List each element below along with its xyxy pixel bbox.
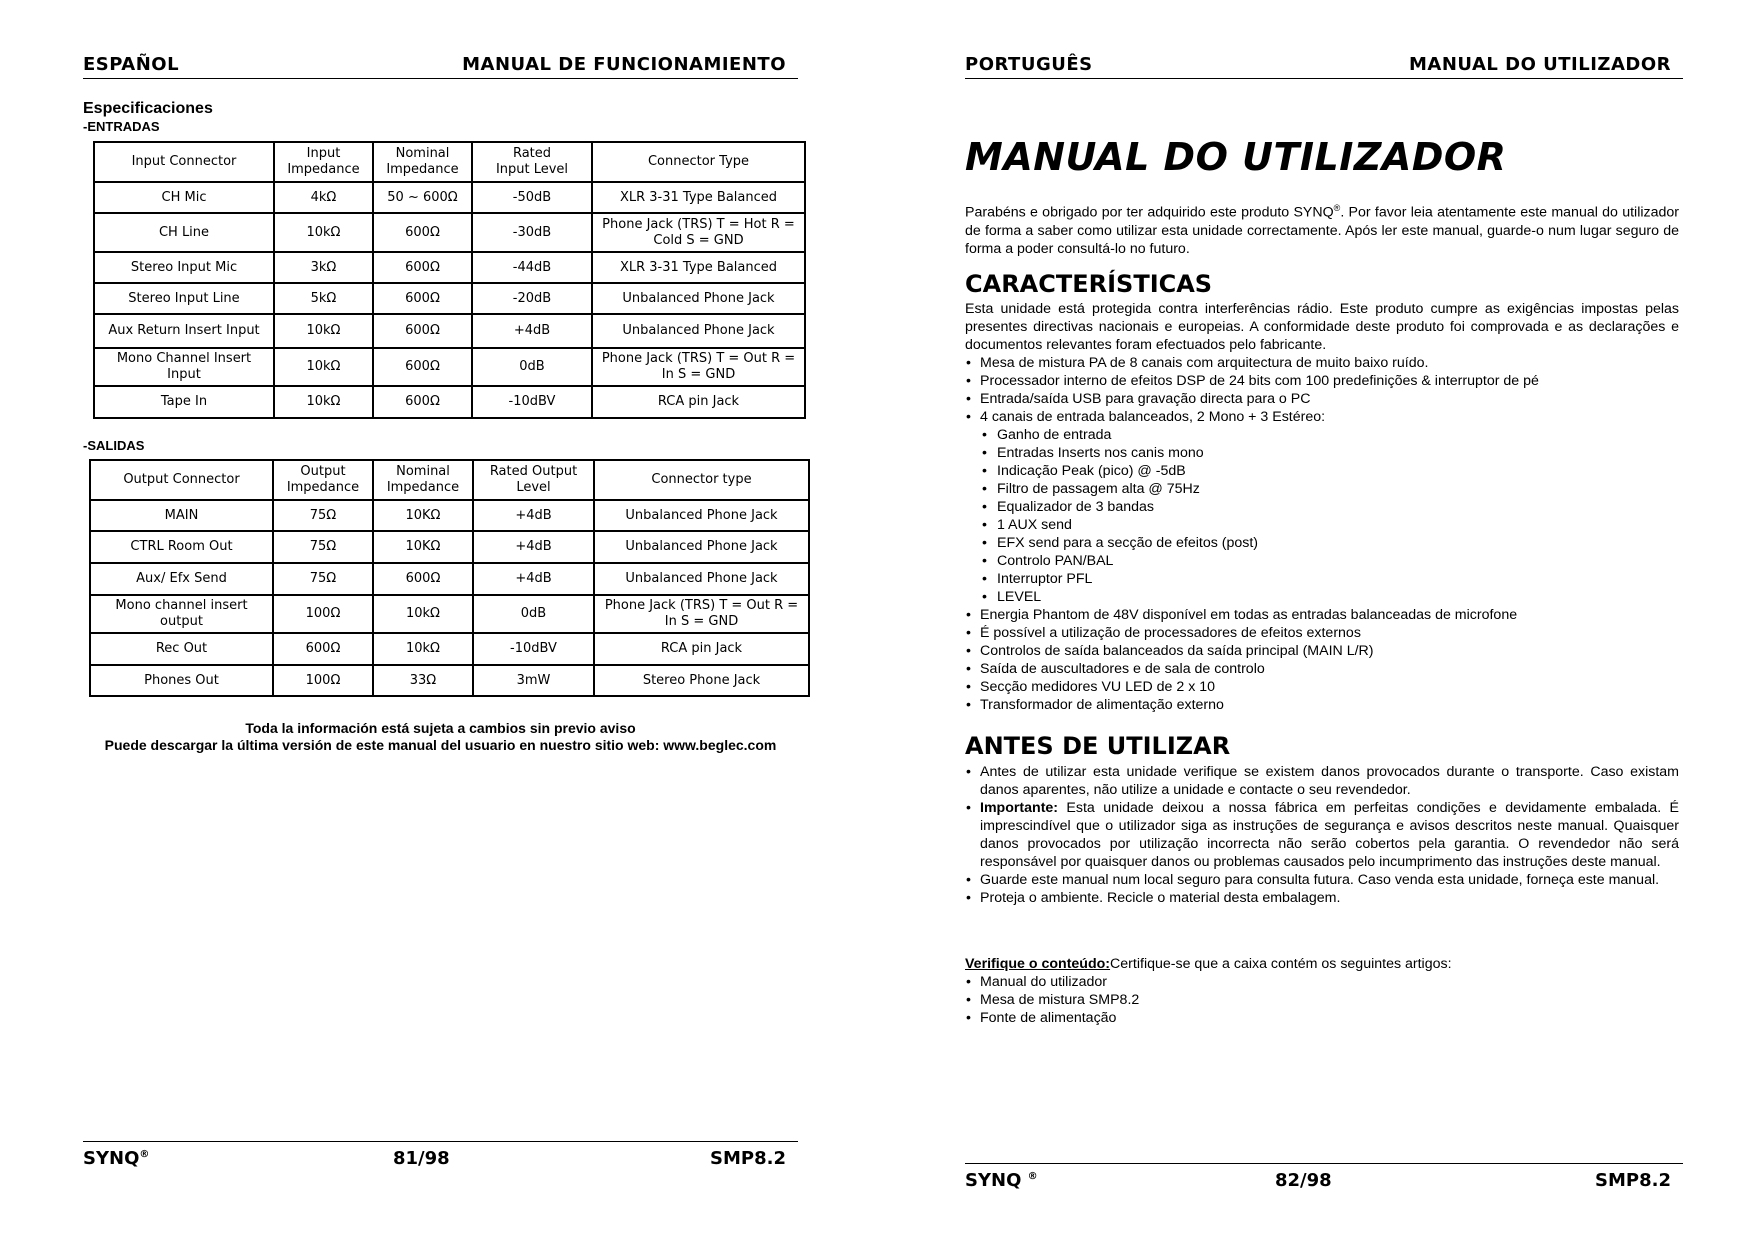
intro-paragraph: Parabéns e obrigado por ter adquirido este produto SYNQ®. Por favor leia atentamente este manual do utilizador de forma a saber como utilizar esta unidade correctamente. Após ler este manual, guarde-o num lugar seguro de forma a poder consultá-lo no futuro. bbox=[965, 203, 1679, 257]
header-language: ESPAÑOL bbox=[83, 54, 180, 75]
outputs-table bbox=[89, 459, 810, 697]
header-language: PORTUGUÊS bbox=[965, 54, 1093, 75]
table-header-row bbox=[90, 460, 809, 500]
table-cell: 10kΩ bbox=[274, 314, 373, 348]
features-title: CARACTERÍSTICAS bbox=[965, 270, 1213, 298]
header-title: MANUAL DO UTILIZADOR bbox=[1409, 54, 1671, 75]
main-title: MANUAL DO UTILIZADOR bbox=[965, 135, 1507, 179]
table-cell: CTRL Room Out bbox=[90, 531, 273, 563]
list-item: • Controlo PAN/BAL bbox=[965, 552, 1679, 570]
list-item: • Ganho de entrada bbox=[965, 426, 1679, 444]
table-cell: Phone Jack (TRS) T = Hot R = Cold S = GND bbox=[592, 213, 805, 252]
table-row bbox=[94, 314, 805, 348]
table-cell: 3mW bbox=[473, 665, 594, 696]
left-page bbox=[0, 0, 877, 1240]
before-use-title: ANTES DE UTILIZAR bbox=[965, 732, 1231, 760]
table-row bbox=[90, 500, 809, 531]
table-cell: +4dB bbox=[473, 500, 594, 531]
page-footer bbox=[83, 1141, 798, 1172]
page-footer bbox=[965, 1163, 1683, 1194]
list-item: • Mesa de mistura SMP8.2 bbox=[965, 991, 1679, 1009]
table-cell: 0dB bbox=[473, 595, 594, 633]
table-row bbox=[90, 633, 809, 665]
table-row bbox=[94, 283, 805, 314]
table-cell: 10kΩ bbox=[373, 595, 473, 633]
column-header: Rated Input Level bbox=[472, 142, 592, 182]
list-item: • Entrada/saída USB para gravação directa para o PC bbox=[965, 390, 1679, 408]
table-cell: XLR 3-31 Type Balanced bbox=[592, 182, 805, 213]
table-cell: 3kΩ bbox=[274, 252, 373, 283]
table-cell: +4dB bbox=[473, 563, 594, 595]
table-row bbox=[94, 252, 805, 283]
list-item: • Energia Phantom de 48V disponível em todas as entradas balanceadas de microfone bbox=[965, 606, 1679, 624]
table-cell: Phone Jack (TRS) T = Out R = In S = GND bbox=[592, 348, 805, 386]
inputs-label: -ENTRADAS bbox=[83, 119, 160, 134]
table-row bbox=[90, 531, 809, 563]
header-title: MANUAL DE FUNCIONAMIENTO bbox=[462, 54, 786, 75]
list-item: • Mesa de mistura PA de 8 canais com arquitectura de muito baixo ruído. bbox=[965, 354, 1679, 372]
table-cell: Stereo Input Line bbox=[94, 283, 274, 314]
table-row bbox=[94, 348, 805, 386]
list-item: • Saída de auscultadores e de sala de controlo bbox=[965, 660, 1679, 678]
outputs-label: -SALIDAS bbox=[83, 438, 145, 453]
table-cell: Unbalanced Phone Jack bbox=[592, 314, 805, 348]
list-item: • Controlos de saída balanceados da saída principal (MAIN L/R) bbox=[965, 642, 1679, 660]
table-cell: -44dB bbox=[472, 252, 592, 283]
list-item: • Antes de utilizar esta unidade verifique se existem danos provocados durante o transporte. Caso existam danos aparentes, não utilize a unidade e contacte o seu revendedor. bbox=[965, 763, 1679, 799]
table-cell: 600Ω bbox=[373, 386, 472, 418]
table-cell: 600Ω bbox=[373, 213, 472, 252]
list-item: • Secção medidores VU LED de 2 x 10 bbox=[965, 678, 1679, 696]
column-header: Nominal Impedance bbox=[373, 460, 473, 500]
table-cell: 33Ω bbox=[373, 665, 473, 696]
table-cell: Mono Channel Insert Input bbox=[94, 348, 274, 386]
table-cell: RCA pin Jack bbox=[594, 633, 809, 665]
table-cell: Unbalanced Phone Jack bbox=[594, 531, 809, 563]
table-cell: Rec Out bbox=[90, 633, 273, 665]
table-cell: Mono channel insert output bbox=[90, 595, 273, 633]
table-cell: Phones Out bbox=[90, 665, 273, 696]
notice-line-2: Puede descargar la última versión de este manual del usuario en nuestro sitio web: www.beglec.com bbox=[104, 737, 777, 753]
verify-contents: Verifique o conteúdo:Certifique-se que a caixa contém os seguintes artigos: bbox=[965, 956, 1452, 972]
table-cell: -20dB bbox=[472, 283, 592, 314]
table-cell: 50 ~ 600Ω bbox=[373, 182, 472, 213]
features-intro: Esta unidade está protegida contra interferências rádio. Este produto cumpre as exigências impostas pelas presentes directivas nacionais e europeias. A conformidade deste produto foi comprovada e as declarações e documentos relevantes foram efectuados pelo fabricante. bbox=[965, 301, 1679, 353]
table-cell: 5kΩ bbox=[274, 283, 373, 314]
table-cell: Unbalanced Phone Jack bbox=[592, 283, 805, 314]
column-header: Input Connector bbox=[94, 142, 274, 182]
column-header: Connector Type bbox=[592, 142, 805, 182]
contents-list bbox=[965, 973, 1679, 1027]
table-cell: XLR 3-31 Type Balanced bbox=[592, 252, 805, 283]
list-item: • Guarde este manual num local seguro para consulta futura. Caso venda esta unidade, forneça este manual. bbox=[965, 871, 1679, 889]
table-row bbox=[94, 213, 805, 252]
list-item: • Processador interno de efeitos DSP de 24 bits com 100 predefinições & interruptor de pé bbox=[965, 372, 1679, 390]
list-item: • 1 AUX send bbox=[965, 516, 1679, 534]
table-cell: 600Ω bbox=[273, 633, 373, 665]
table-cell: -10dBV bbox=[472, 386, 592, 418]
list-item: • Fonte de alimentação bbox=[965, 1009, 1679, 1027]
table-cell: 100Ω bbox=[273, 665, 373, 696]
table-row bbox=[90, 665, 809, 696]
table-cell: 10kΩ bbox=[373, 633, 473, 665]
list-item: • Interruptor PFL bbox=[965, 570, 1679, 588]
table-cell: 75Ω bbox=[273, 531, 373, 563]
column-header: Rated Output Level bbox=[473, 460, 594, 500]
table-cell: MAIN bbox=[90, 500, 273, 531]
table-cell: +4dB bbox=[473, 531, 594, 563]
page-header bbox=[965, 52, 1683, 79]
table-cell: 10kΩ bbox=[274, 213, 373, 252]
column-header: Output Connector bbox=[90, 460, 273, 500]
list-item: • Entradas Inserts nos canis mono bbox=[965, 444, 1679, 462]
page-header bbox=[83, 52, 798, 79]
list-item: • 4 canais de entrada balanceados, 2 Mono + 3 Estéreo: bbox=[965, 408, 1679, 426]
table-cell: +4dB bbox=[472, 314, 592, 348]
footer-model: SMP8.2 bbox=[710, 1148, 786, 1169]
table-cell: -50dB bbox=[472, 182, 592, 213]
list-item: • É possível a utilização de processadores de efeitos externos bbox=[965, 624, 1679, 642]
footer-page-number: 82/98 bbox=[1275, 1170, 1332, 1191]
table-cell: 10KΩ bbox=[373, 500, 473, 531]
table-cell: Phone Jack (TRS) T = Out R = In S = GND bbox=[594, 595, 809, 633]
table-cell: 600Ω bbox=[373, 563, 473, 595]
table-cell: 0dB bbox=[472, 348, 592, 386]
list-item: • EFX send para a secção de efeitos (post) bbox=[965, 534, 1679, 552]
table-row bbox=[94, 386, 805, 418]
table-cell: 10kΩ bbox=[274, 386, 373, 418]
table-cell: 600Ω bbox=[373, 252, 472, 283]
notice-line-1: Toda la información está sujeta a cambios sin previo aviso bbox=[245, 720, 636, 736]
table-cell: -30dB bbox=[472, 213, 592, 252]
table-cell: Aux Return Insert Input bbox=[94, 314, 274, 348]
table-cell: 10kΩ bbox=[274, 348, 373, 386]
features-list bbox=[965, 354, 1679, 714]
list-item: • Manual do utilizador bbox=[965, 973, 1679, 991]
table-row bbox=[94, 182, 805, 213]
footer-brand: SYNQ® bbox=[83, 1148, 150, 1169]
table-row bbox=[90, 563, 809, 595]
right-page bbox=[877, 0, 1755, 1240]
table-cell: Stereo Input Mic bbox=[94, 252, 274, 283]
table-cell: -10dBV bbox=[473, 633, 594, 665]
footer-model: SMP8.2 bbox=[1595, 1170, 1671, 1191]
footer-page-number: 81/98 bbox=[393, 1148, 450, 1169]
table-cell: CH Line bbox=[94, 213, 274, 252]
table-cell: Tape In bbox=[94, 386, 274, 418]
table-cell: 10KΩ bbox=[373, 531, 473, 563]
list-item: • Indicação Peak (pico) @ -5dB bbox=[965, 462, 1679, 480]
table-header-row bbox=[94, 142, 805, 182]
table-cell: Aux/ Efx Send bbox=[90, 563, 273, 595]
table-cell: RCA pin Jack bbox=[592, 386, 805, 418]
table-cell: 75Ω bbox=[273, 563, 373, 595]
table-cell: Stereo Phone Jack bbox=[594, 665, 809, 696]
table-cell: 4kΩ bbox=[274, 182, 373, 213]
footer-brand: SYNQ ® bbox=[965, 1170, 1038, 1191]
table-cell: 600Ω bbox=[373, 348, 472, 386]
list-item: • Transformador de alimentação externo bbox=[965, 696, 1679, 714]
list-item: • Filtro de passagem alta @ 75Hz bbox=[965, 480, 1679, 498]
inputs-table bbox=[93, 141, 806, 419]
column-header: Connector type bbox=[594, 460, 809, 500]
table-cell: Unbalanced Phone Jack bbox=[594, 563, 809, 595]
list-item: • Proteja o ambiente. Recicle o material desta embalagem. bbox=[965, 889, 1679, 907]
table-cell: 600Ω bbox=[373, 283, 472, 314]
table-row bbox=[90, 595, 809, 633]
table-cell: CH Mic bbox=[94, 182, 274, 213]
column-header: Nominal Impedance bbox=[373, 142, 472, 182]
column-header: Input Impedance bbox=[274, 142, 373, 182]
list-item: • LEVEL bbox=[965, 588, 1679, 606]
before-use-list bbox=[965, 763, 1679, 907]
table-cell: 100Ω bbox=[273, 595, 373, 633]
notice bbox=[83, 720, 798, 754]
table-cell: 75Ω bbox=[273, 500, 373, 531]
table-cell: Unbalanced Phone Jack bbox=[594, 500, 809, 531]
column-header: Output Impedance bbox=[273, 460, 373, 500]
specifications-title: Especificaciones bbox=[83, 100, 213, 117]
list-item: • Equalizador de 3 bandas bbox=[965, 498, 1679, 516]
table-cell: 600Ω bbox=[373, 314, 472, 348]
list-item: • Importante: Esta unidade deixou a nossa fábrica em perfeitas condições e devidamente embalada. É imprescindível que o utilizador siga as instruções de segurança e avisos descritos neste manual. Quaisquer danos provocados por utilização incorrecta não serão cobertos pela garantia. O revendedor não será responsável por quaisquer danos ou problemas causados pelo incumprimento das instruções deste manual. bbox=[965, 799, 1679, 871]
